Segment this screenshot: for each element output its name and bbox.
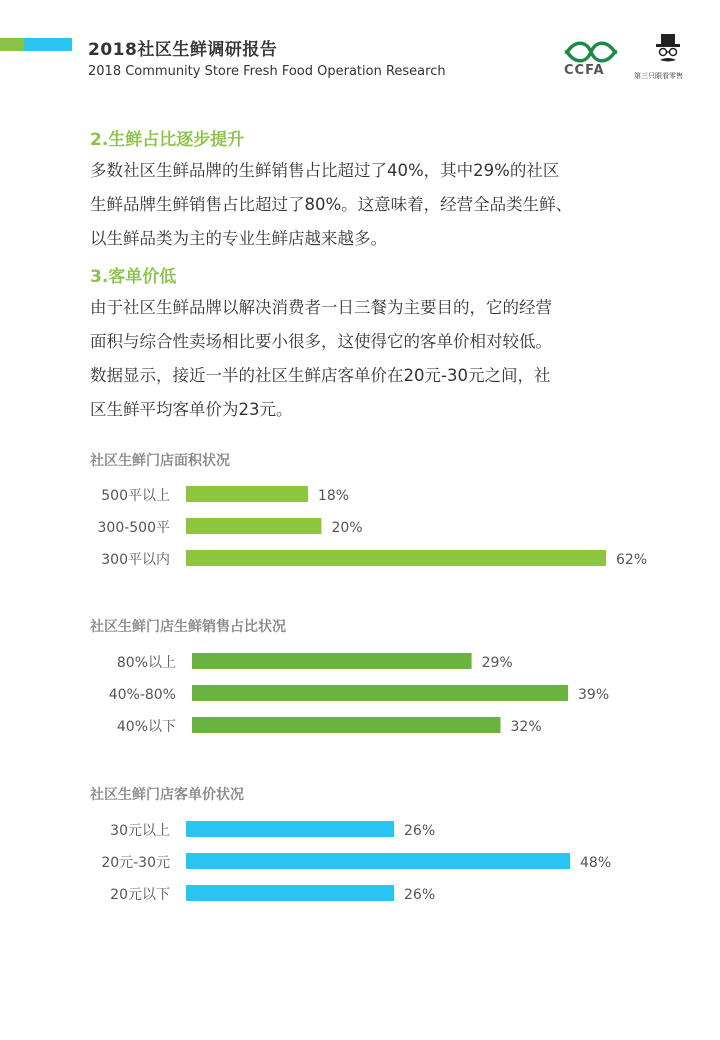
paragraph-line: 区生鲜平均客单价为23元。	[90, 400, 293, 419]
bar	[186, 486, 308, 502]
bar	[192, 653, 472, 669]
value-label: 39%	[578, 687, 610, 703]
category-label: 20元-30元	[101, 855, 170, 871]
category-label: 300平以内	[101, 552, 170, 568]
bar	[186, 885, 394, 901]
bar	[186, 550, 606, 566]
value-label: 32%	[510, 719, 542, 735]
document-title: 2018社区生鲜调研报告	[88, 40, 278, 60]
value-label: 48%	[580, 855, 612, 871]
paragraph-line: 由于社区生鲜品牌以解决消费者一日三餐为主要目的，它的经营	[90, 298, 552, 317]
value-label: 20%	[331, 520, 363, 536]
paragraph-line: 数据显示，接近一半的社区生鲜店客单价在20元-30元之间，社	[90, 366, 551, 385]
value-label: 29%	[481, 655, 513, 671]
category-label: 300-500平	[97, 520, 170, 536]
document-subtitle: 2018 Community Store Fresh Food Operation Research	[88, 64, 446, 79]
value-label: 18%	[317, 488, 350, 504]
category-label: 40%以下	[116, 719, 176, 735]
paragraph-line: 多数社区生鲜品牌的生鲜销售占比超过了40%，其中29%的社区	[90, 161, 560, 180]
bar	[186, 853, 570, 869]
bar	[186, 518, 321, 534]
section-paragraph-low-basket	[90, 291, 670, 427]
chart-title-store-area: 社区生鲜门店面积状况	[90, 453, 230, 469]
top-hat-logo-icon	[650, 32, 686, 68]
chart-basket-price	[0, 813, 720, 923]
bar	[192, 717, 501, 733]
category-label: 80%以上	[116, 655, 176, 671]
bar	[192, 685, 568, 701]
ccfa-logo-text: CCFA	[564, 63, 605, 78]
section-heading-fresh-share: 2.生鲜占比逐步提升	[90, 130, 245, 150]
value-label: 62%	[616, 552, 648, 568]
value-label: 26%	[404, 887, 436, 903]
paragraph-line: 以生鲜品类为主的专业生鲜店越来越多。	[90, 229, 387, 248]
category-label: 20元以下	[110, 887, 170, 903]
section-heading-low-basket: 3.客单价低	[90, 267, 177, 287]
second-logo-text: 第三只眼看零售	[634, 72, 683, 80]
paragraph-line: 面积与综合性卖场相比要小很多，这使得它的客单价相对较低。	[90, 332, 552, 351]
chart-title-fresh-sales-share: 社区生鲜门店生鲜销售占比状况	[90, 619, 286, 635]
chart-store-area	[0, 478, 720, 588]
category-label: 40%-80%	[108, 687, 176, 703]
bar	[186, 821, 394, 837]
chart-fresh-sales-share	[0, 645, 720, 755]
chart-title-basket-price: 社区生鲜门店客单价状况	[90, 787, 244, 803]
category-label: 500平以上	[101, 488, 170, 504]
section-paragraph-fresh-share	[90, 154, 670, 256]
header-accent-blue	[24, 38, 72, 51]
category-label: 30元以上	[110, 823, 170, 839]
value-label: 26%	[404, 823, 436, 839]
header-accent-green	[0, 38, 24, 51]
paragraph-line: 生鲜品牌生鲜销售占比超过了80%。这意味着，经营全品类生鲜、	[90, 195, 573, 214]
